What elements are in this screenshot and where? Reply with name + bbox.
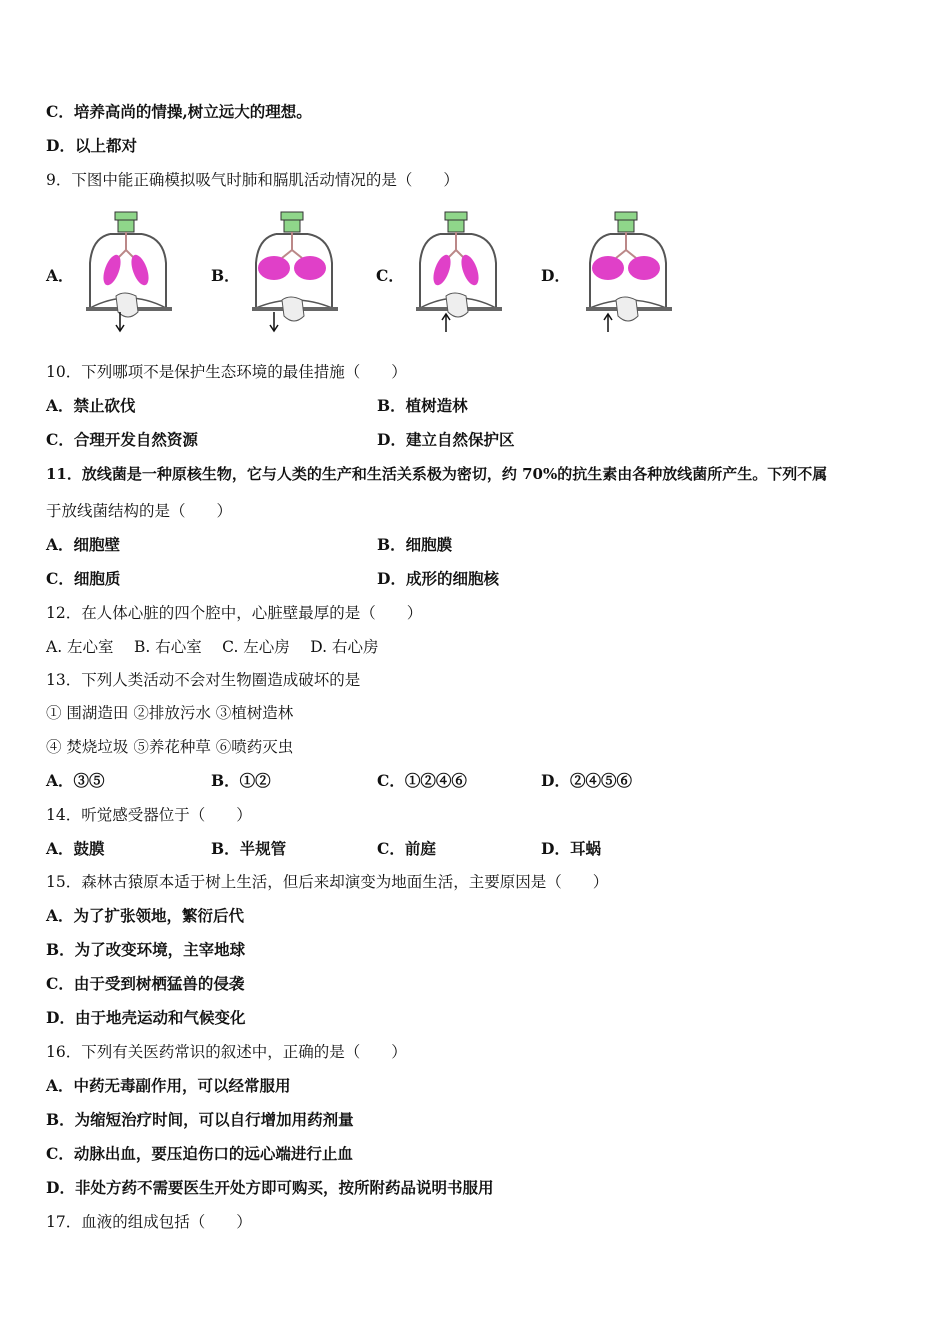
bell-jar-figure-d [580, 208, 676, 338]
q14-option-b: B．半规管 [211, 839, 287, 858]
q16-option-b: B．为缩短治疗时间，可以自行增加用药剂量 [46, 1110, 354, 1129]
q12-options: A. 左心室 B. 右心室 C. 左心房 D. 右心房 [46, 638, 379, 656]
bell-jar-d [586, 212, 672, 332]
q14-option-a: A．鼓膜 [46, 839, 105, 858]
q8-option-d: D．以上都对 [46, 136, 137, 155]
q16-option-a: A．中药无毒副作用，可以经常服用 [46, 1076, 291, 1095]
q13-stem: 13．下列人类活动不会对生物圈造成破坏的是 [46, 671, 361, 689]
q13-option-a: A．③⑤ [46, 771, 105, 790]
q14-option-d: D．耳蜗 [541, 839, 601, 858]
q11-stem-line2: 于放线菌结构的是（ ） [46, 502, 233, 520]
q12-stem: 12．在人体心脏的四个腔中，心脏壁最厚的是（ ） [46, 604, 423, 622]
q10-option-b: B．植树造林 [377, 396, 468, 415]
q13-option-b: B．①② [211, 771, 271, 790]
q10-stem: 10．下列哪项不是保护生态环境的最佳措施（ ） [46, 363, 407, 381]
q11-option-b: B．细胞膜 [377, 535, 453, 554]
q10-option-d: D．建立自然保护区 [377, 430, 515, 449]
q8-option-c: C．培养高尚的情操,树立远大的理想。 [46, 102, 312, 121]
q15-option-c: C．由于受到树栖猛兽的侵袭 [46, 974, 245, 993]
bell-jar-c [416, 212, 502, 332]
q10-option-a: A．禁止砍伐 [46, 396, 136, 415]
bell-jar-figure-b [246, 208, 342, 338]
q13-items-line1: ① 围湖造田 ②排放污水 ③植树造林 [46, 704, 294, 722]
q16-option-d: D．非处方药不需要医生开处方即可购买，按所附药品说明书服用 [46, 1178, 494, 1197]
q9-label-a: A． [46, 266, 74, 285]
q10-option-c: C．合理开发自然资源 [46, 430, 198, 449]
q15-stem: 15．森林古猿原本适于树上生活，但后来却演变为地面生活，主要原因是（ ） [46, 873, 609, 891]
q14-option-c: C．前庭 [377, 839, 436, 858]
bell-jar-a [86, 212, 172, 331]
q15-option-d: D．由于地壳运动和气候变化 [46, 1008, 246, 1027]
q15-option-b: B．为了改变环境，主宰地球 [46, 940, 246, 959]
q15-option-a: A．为了扩张领地，繁衍后代 [46, 906, 245, 925]
q13-items-line2: ④ 焚烧垃圾 ⑤养花种草 ⑥喷药灭虫 [46, 738, 294, 756]
q14-stem: 14．听觉感受器位于（ ） [46, 806, 252, 824]
q16-option-c: C．动脉出血，要压迫伤口的远心端进行止血 [46, 1144, 353, 1163]
q11-stem-line1: 11．放线菌是一种原核生物，它与人类的生产和生活关系极为密切，约 70%的抗生素由各种放线菌所产生。下列不属 [46, 465, 828, 483]
q9-label-c: C． [376, 266, 404, 285]
q13-option-c: C．①②④⑥ [377, 771, 467, 790]
bell-jar-figure-c [410, 208, 506, 338]
bell-jar-b [252, 212, 338, 331]
q17-stem: 17．血液的组成包括（ ） [46, 1213, 252, 1231]
q16-stem: 16．下列有关医药常识的叙述中，正确的是（ ） [46, 1043, 407, 1061]
q9-label-b: B． [211, 266, 240, 285]
q9-label-d: D． [541, 266, 570, 285]
q11-option-d: D．成形的细胞核 [377, 569, 499, 588]
q11-option-c: C．细胞质 [46, 569, 121, 588]
q13-option-d: D．②④⑤⑥ [541, 771, 632, 790]
bell-jar-figure-a [80, 208, 176, 338]
q11-option-a: A．细胞壁 [46, 535, 121, 554]
q9-stem: 9．下图中能正确模拟吸气时肺和膈肌活动情况的是（ ） [46, 171, 459, 189]
